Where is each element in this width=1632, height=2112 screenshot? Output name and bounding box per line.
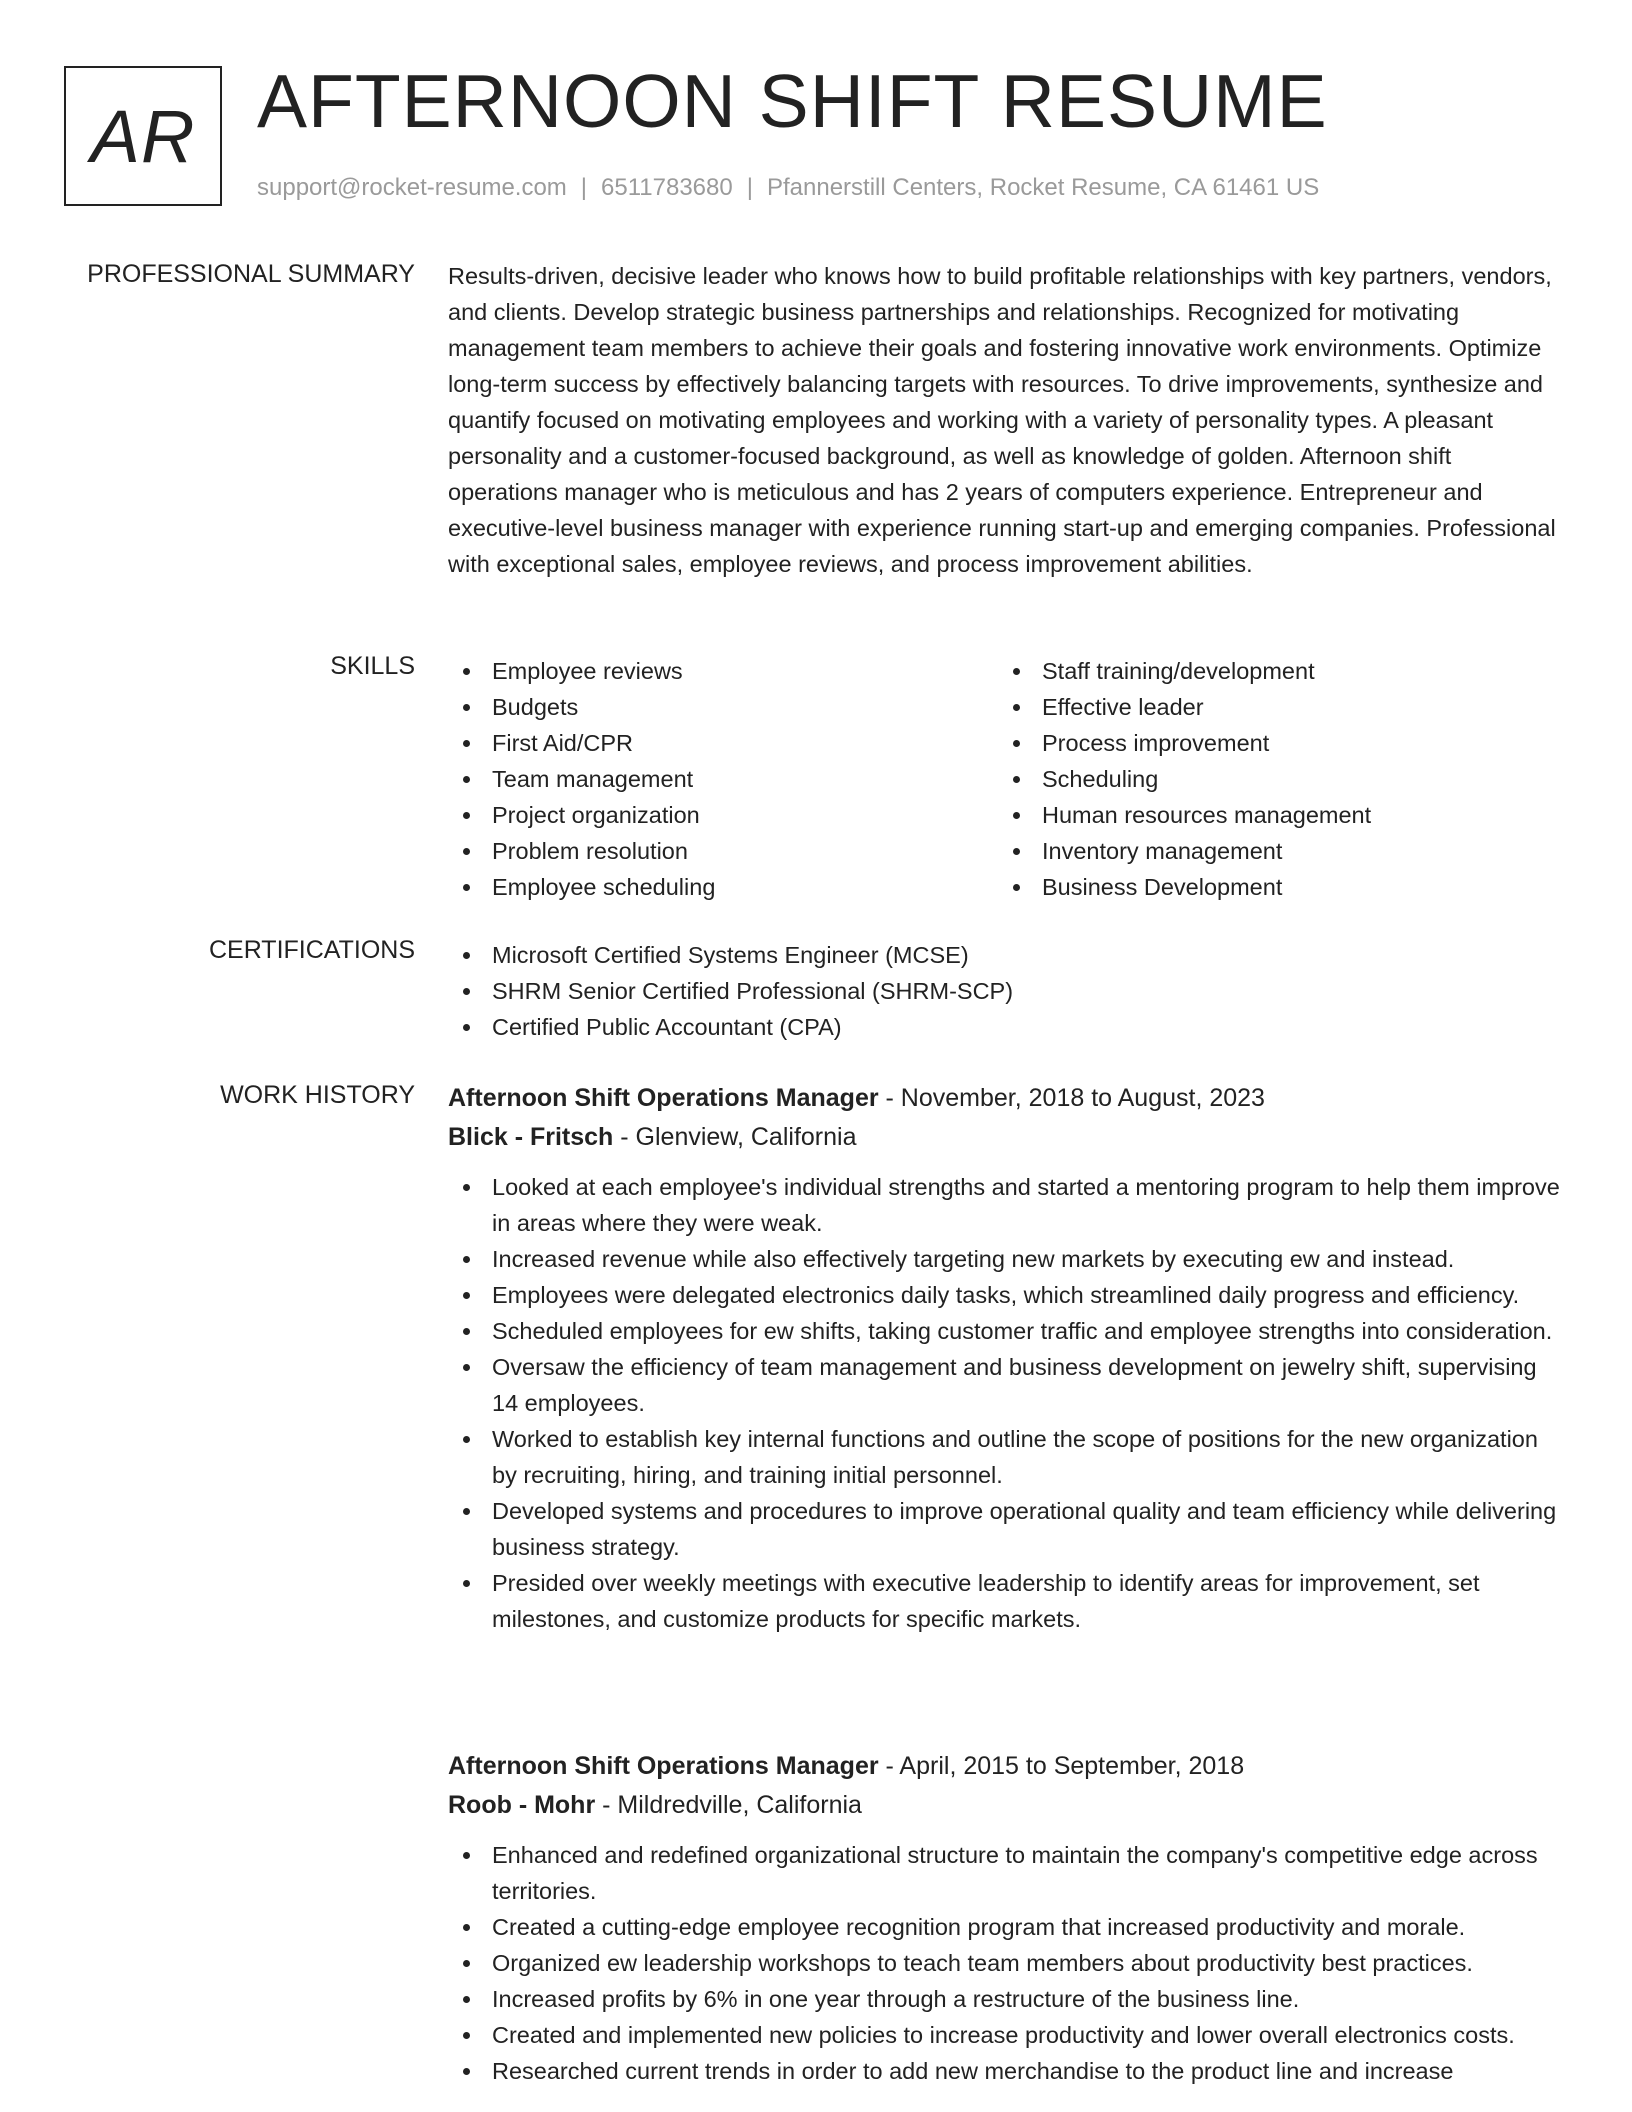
summary-heading: PROFESSIONAL SUMMARY bbox=[87, 260, 415, 288]
skill-item: First Aid/CPR bbox=[448, 725, 998, 761]
job-bullet: Scheduled employees for ew shifts, taking customer traffic and employee strengths into consideration. bbox=[448, 1313, 1563, 1349]
certification-item: Microsoft Certified Systems Engineer (MCSE) bbox=[448, 937, 1563, 973]
job-entry bbox=[448, 1747, 1563, 2089]
monogram-avatar: AR bbox=[64, 66, 222, 206]
skill-item: Employee scheduling bbox=[448, 869, 998, 905]
skill-item: Effective leader bbox=[998, 689, 1548, 725]
job-title-line bbox=[448, 1747, 1563, 1785]
skills-list-left bbox=[448, 653, 998, 905]
job-title-line bbox=[448, 1079, 1563, 1117]
job-company-line bbox=[448, 1785, 1563, 1825]
skills-section bbox=[448, 653, 1563, 905]
contact-phone: 6511783680 bbox=[601, 174, 733, 201]
job-title: Afternoon Shift Operations Manager bbox=[448, 1752, 879, 1780]
job-bullet: Looked at each employee's individual strengths and started a mentoring program to help them improve in areas where they were weak. bbox=[448, 1169, 1563, 1241]
job-bullet: Increased revenue while also effectively targeting new markets by executing ew and instead. bbox=[448, 1241, 1563, 1277]
job-location: - Glenview, California bbox=[613, 1123, 857, 1151]
job-bullet: Increased profits by 6% in one year through a restructure of the business line. bbox=[448, 1981, 1563, 2017]
contact-separator: | bbox=[746, 174, 753, 201]
job-company: Blick - Fritsch bbox=[448, 1123, 614, 1151]
certifications-section bbox=[448, 937, 1563, 1045]
job-title: Afternoon Shift Operations Manager bbox=[448, 1084, 879, 1112]
contact-address: Pfannerstill Centers, Rocket Resume, CA 61461 US bbox=[766, 174, 1320, 201]
skills-heading: SKILLS bbox=[330, 652, 415, 680]
contact-separator: | bbox=[580, 174, 588, 201]
contact-email: support@rocket-resume.com bbox=[257, 174, 567, 201]
job-bullet: Organized ew leadership workshops to teach team members about productivity best practices. bbox=[448, 1945, 1563, 1981]
job-location: - Mildredville, California bbox=[595, 1791, 862, 1819]
resume-title: AFTERNOON SHIFT RESUME bbox=[257, 59, 1328, 143]
job-dates: - November, 2018 to August, 2023 bbox=[878, 1084, 1265, 1112]
job-company-line bbox=[448, 1117, 1563, 1157]
job-bullets bbox=[448, 1837, 1563, 2089]
skill-item: Staff training/development bbox=[998, 653, 1548, 689]
skill-item: Human resources management bbox=[998, 797, 1548, 833]
job-entry bbox=[448, 1079, 1563, 1637]
work-history-heading: WORK HISTORY bbox=[220, 1081, 415, 1109]
skill-item: Business Development bbox=[998, 869, 1548, 905]
job-bullet: Enhanced and redefined organizational structure to maintain the company's competitive edge across territories. bbox=[448, 1837, 1563, 1909]
job-bullet: Developed systems and procedures to improve operational quality and team efficiency while delivering business strategy. bbox=[448, 1493, 1563, 1565]
job-bullet: Worked to establish key internal functions and outline the scope of positions for the new organization by recruiting, hiring, and training initial personnel. bbox=[448, 1421, 1563, 1493]
job-bullet: Created and implemented new policies to increase productivity and lower overall electronics costs. bbox=[448, 2017, 1563, 2053]
job-bullet: Employees were delegated electronics daily tasks, which streamlined daily progress and efficiency. bbox=[448, 1277, 1563, 1313]
skill-item: Process improvement bbox=[998, 725, 1548, 761]
job-bullet: Oversaw the efficiency of team management and business development on jewelry shift, supervising 14 employees. bbox=[448, 1349, 1563, 1421]
skill-item: Scheduling bbox=[998, 761, 1548, 797]
job-company: Roob - Mohr bbox=[448, 1791, 596, 1819]
certification-item: SHRM Senior Certified Professional (SHRM-SCP) bbox=[448, 973, 1563, 1009]
certification-item: Certified Public Accountant (CPA) bbox=[448, 1009, 1563, 1045]
skill-item: Problem resolution bbox=[448, 833, 998, 869]
summary-text: Results-driven, decisive leader who knows how to build profitable relationships with key partners, vendors, and clients. Develop strategic business partnerships and relationships. Recognized for motivating management team members to achieve their goals and fostering innovative work environments. Optimize long-term success by effectively balancing targets with resources. To drive improvements, synthesize and quantify focused on motivating employees and working with a variety of personality types. A pleasant personality and a customer-focused background, as well as knowledge of golden. Afternoon shift operations manager who is meticulous and has 2 years of computers experience. Entrepreneur and executive-level business manager with experience running start-up and emerging companies. Professional with exceptional sales, employee reviews, and process improvement abilities. bbox=[448, 263, 1556, 577]
job-bullet: Researched current trends in order to add new merchandise to the product line and increase bbox=[448, 2053, 1563, 2089]
contact-line bbox=[257, 174, 1319, 202]
skills-list-right bbox=[998, 653, 1548, 905]
skill-item: Budgets bbox=[448, 689, 998, 725]
skill-item: Employee reviews bbox=[448, 653, 998, 689]
job-bullet: Created a cutting-edge employee recognition program that increased productivity and morale. bbox=[448, 1909, 1563, 1945]
job-bullet: Presided over weekly meetings with executive leadership to identify areas for improvement, set milestones, and customize products for specific markets. bbox=[448, 1565, 1563, 1637]
skill-item: Inventory management bbox=[998, 833, 1548, 869]
skill-item: Project organization bbox=[448, 797, 998, 833]
skill-item: Team management bbox=[448, 761, 998, 797]
job-dates: - April, 2015 to September, 2018 bbox=[878, 1752, 1245, 1780]
certifications-list bbox=[448, 937, 1563, 1045]
job-bullets bbox=[448, 1169, 1563, 1637]
certifications-heading: CERTIFICATIONS bbox=[208, 936, 415, 964]
